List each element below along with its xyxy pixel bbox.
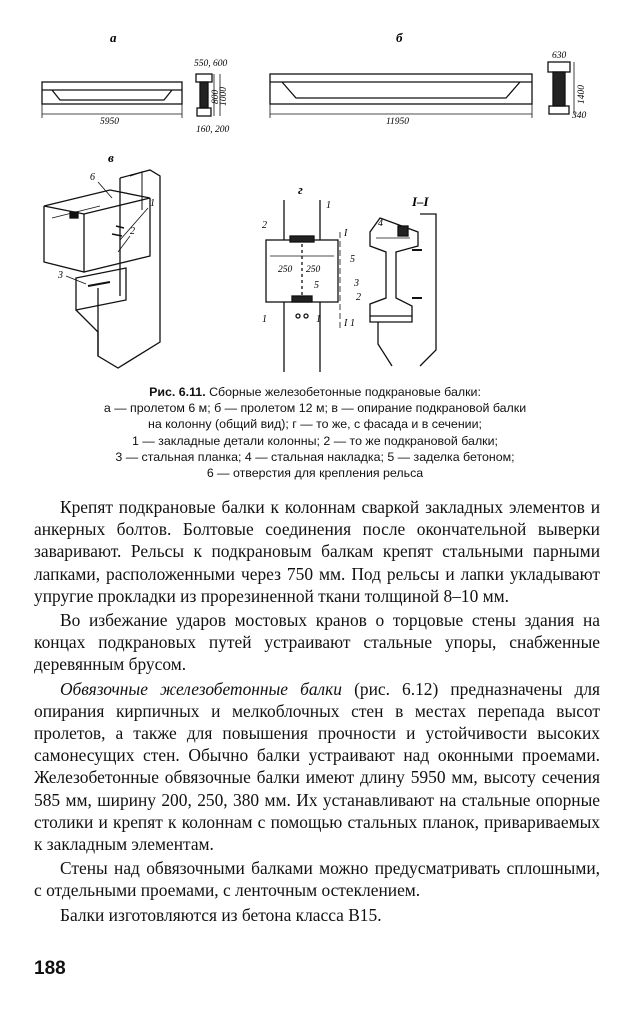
beam-column-facade — [266, 200, 340, 372]
caption-line: а — пролетом 6 м; б — пролетом 12 м; в — опирание подкрановой балки — [103, 401, 527, 416]
caption-line: на колонну (общий вид); г — то же, с фасада и в сечении; — [148, 417, 482, 432]
dim-a-bottom: 160, 200 — [196, 125, 230, 135]
panel-label-a: а — [110, 30, 117, 45]
dim-a-h1: 800 — [211, 89, 221, 104]
caption-title: Сборные железобетонные подкрановые балки: — [205, 385, 481, 399]
paragraph: Балки изготовляются из бетона класса В15. — [60, 904, 382, 925]
callout-g-1a: 1 — [326, 200, 331, 211]
dim-b-bottom: 340 — [572, 111, 587, 121]
beam-6m-elevation — [42, 82, 182, 118]
caption-line: 1 — закладные детали колонны; 2 — то же подкрановой балки; — [132, 433, 498, 448]
callout-sec-4: 4 — [378, 218, 383, 229]
caption-line: 6 — отверстия для крепления рельса — [206, 466, 424, 481]
section-title: I–I — [412, 194, 429, 209]
callout-v-3: 3 — [58, 270, 63, 281]
column-support-isometric — [44, 170, 160, 368]
callout-g-1b: 1 — [262, 314, 267, 325]
paragraph-rest: (рис. 6.12) предназначены для опирания кирпичных и мелкоблочных стен в местах перепада высот пролетов, а также для повышения прочности и устойчивости высоких самонесущих стен. Обычно балки устраивают над оконными проемами. Железобетонные обвязочные балки имеют длину 5950 мм, высоту сечения 585 мм, ширину 200, 250, 380 мм. Их устанавливают на стальные опорные столики и крепят к колоннам с помощью стальных планок, привариваемых к закладным элементам. — [34, 678, 600, 855]
paragraph: Стены над обвязочными балками можно предусматривать сплошными, с отдельными проемами, с ленточным остеклением. — [34, 858, 600, 901]
dim-b-top: 630 — [552, 51, 567, 61]
callout-g-5: 5 — [314, 280, 319, 291]
dim-b-length: 11950 — [386, 117, 410, 127]
panel-label-v: в — [108, 150, 114, 165]
callout-sec-3: 3 — [354, 278, 359, 289]
dim-g-left: 250 — [278, 265, 293, 275]
paragraph: Крепят подкрановые балки к колоннам сваркой закладных элементов и анкерных болтов. Болтовые соединения после окончательной выверки заваривают. Рельсы к подкрановым балкам крепят стальными парными лапками, расположенными через 750 мм. Под рельсы и лапки укладывают упругие прокладки из прорезиненной ткани толщиной 8–10 мм. — [34, 497, 600, 606]
caption-head: Рис. 6.11. — [149, 385, 206, 399]
caption-title-line — [30, 384, 600, 400]
beam-12m-section — [548, 62, 574, 114]
figure-6-11 — [0, 0, 629, 380]
callout-sec-1: 1 — [350, 318, 355, 329]
page-number: 188 — [34, 958, 66, 979]
section-mark-bottom: I — [344, 318, 348, 329]
dim-g-right: 250 — [306, 265, 321, 275]
callout-g-2: 2 — [262, 220, 267, 231]
dim-b-height: 1400 — [577, 85, 587, 104]
callout-sec-2: 2 — [356, 292, 361, 303]
callout-v-6: 6 — [90, 172, 95, 183]
section-I-I — [370, 214, 436, 366]
caption-line: 3 — стальная планка; 4 — стальная накладка; 5 — заделка бетоном; — [115, 449, 515, 464]
body-text — [34, 496, 600, 928]
callout-v-1: 1 — [150, 198, 155, 209]
callout-v-2: 2 — [130, 226, 135, 237]
panel-label-g: г — [298, 182, 303, 197]
beam-12m-elevation — [270, 74, 532, 118]
dim-a-length: 5950 — [100, 117, 119, 127]
dim-a-top: 550, 600 — [194, 59, 228, 69]
section-mark-top: I — [344, 228, 348, 239]
paragraph: Во избежание ударов мостовых кранов о торцовые стены здания на концах подкрановых путей устраивают стальные упоры, снабженные деревянным брусом. — [34, 610, 600, 675]
callout-g-1c: 1 — [316, 314, 321, 325]
term-tie-beams: Обвязочные железобетонные балки — [60, 678, 342, 699]
callout-sec-5: 5 — [350, 254, 355, 265]
paragraph — [34, 678, 600, 856]
dim-a-h2: 1000 — [219, 87, 229, 106]
figure-caption — [30, 384, 600, 481]
panel-label-b: б — [396, 30, 403, 45]
